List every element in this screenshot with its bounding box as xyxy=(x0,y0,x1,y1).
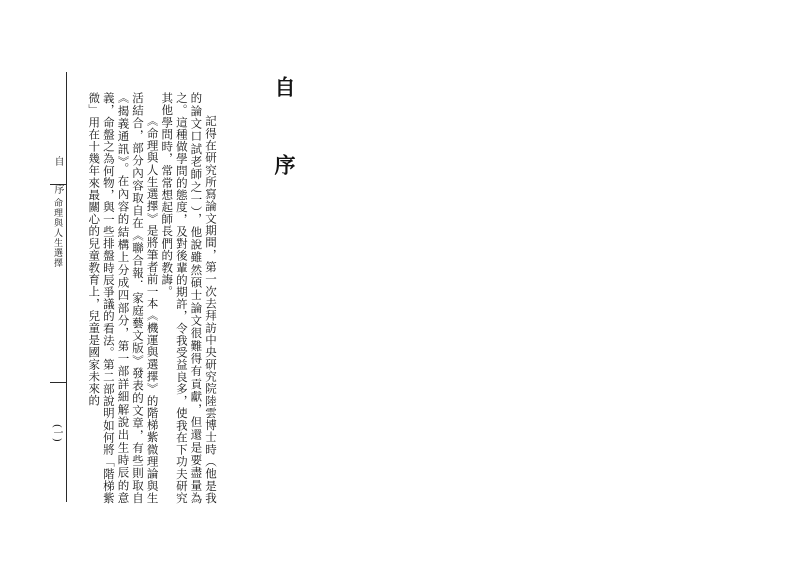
margin-rule xyxy=(66,72,67,502)
body-text xyxy=(86,92,218,504)
page-number: (一) xyxy=(51,424,62,442)
chapter-title: 自 序 xyxy=(272,76,297,193)
running-head: 自 序 xyxy=(52,156,63,198)
paragraph: 記得在研究所寫論文期間，第一次去拜訪中央研究院陸雲博士時（他是我的論文口試老師之一），他說雖然碩士論文很難得有貢獻，但還是要盡量為之。這種做學問的態度，及對後輩的期許，令我受益良多，使我在下功夫研究其他學問時，常常想起師長們的教誨。 xyxy=(160,92,218,504)
margin-tick xyxy=(50,382,66,383)
running-book-title: 命理與人生選擇 xyxy=(52,198,62,268)
paragraph: 《命理與人生選擇》是將筆者前一本《機運與選擇》的階梯紫微理論與生活結合，部分內容取自在《聯合報．家庭藝文版》發表的文章，有些則取自《揭義通訊》。在內容的結構上分成四部分，第一部詳細解說出生時辰的意義，命盤之為何物，與一些排盤時辰爭議的看法。第二部說明如何將「階梯紫微」用在十幾年來最關心的兒童教育上，兒童是國家未來的 xyxy=(87,92,160,504)
